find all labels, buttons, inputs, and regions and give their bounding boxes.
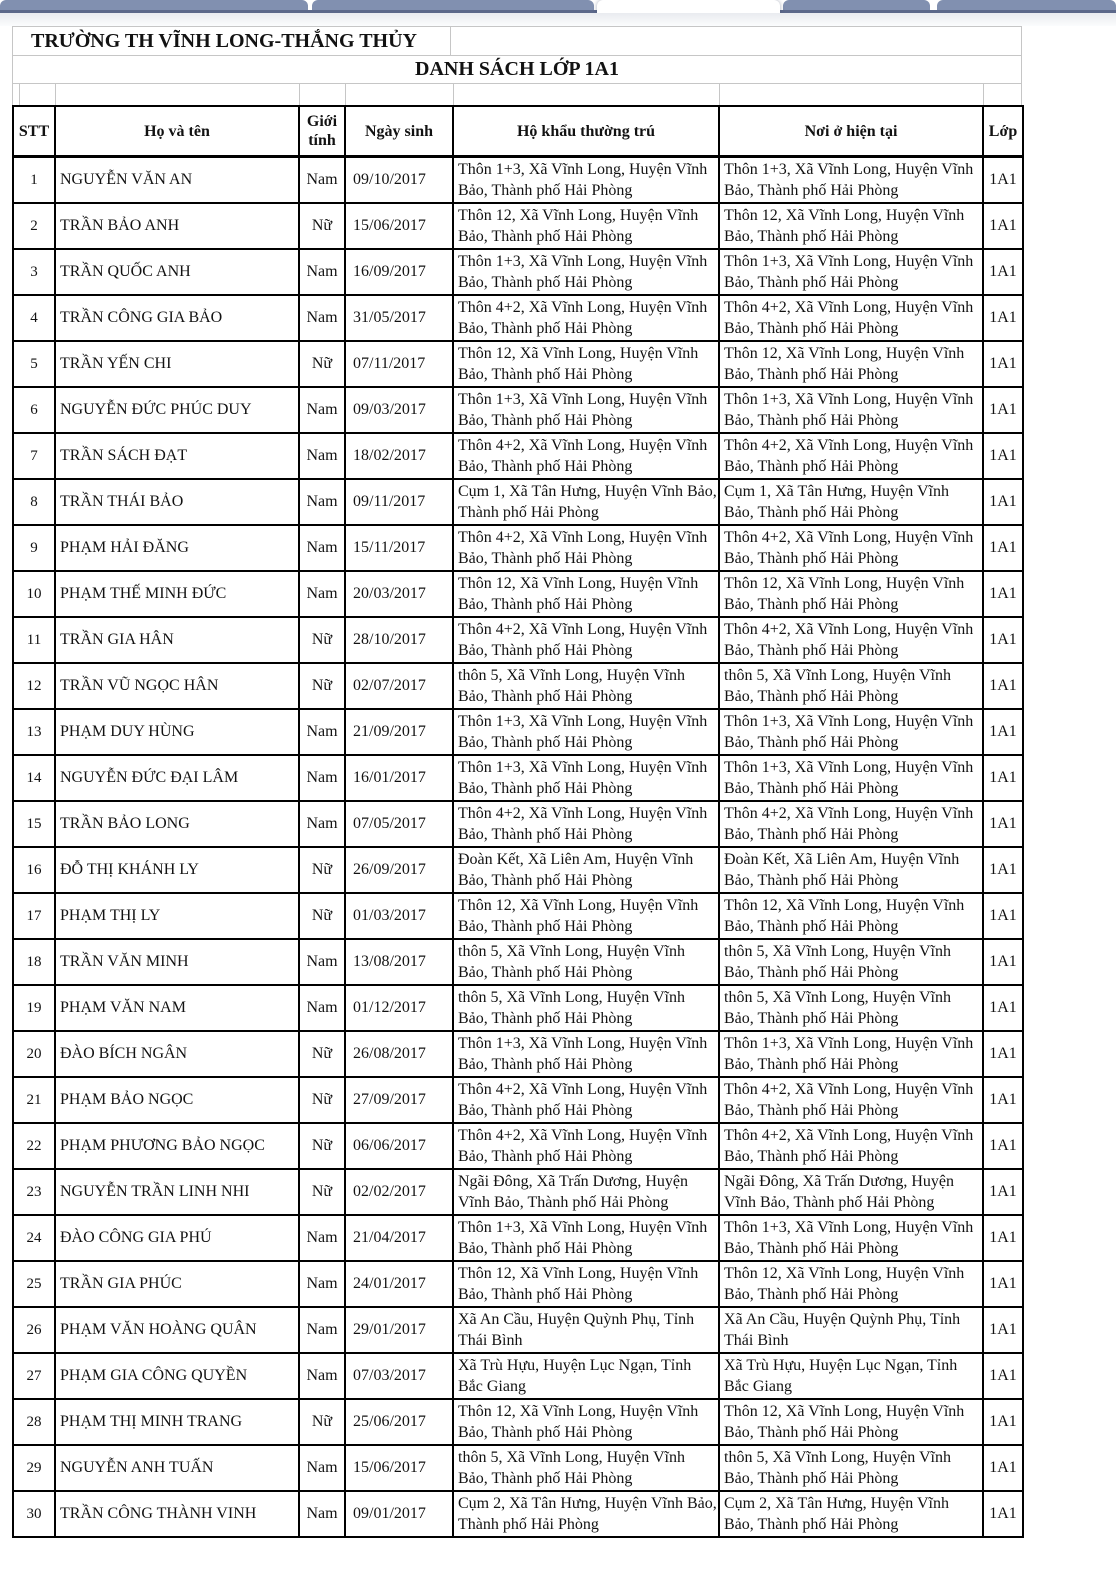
cell-gender: Nam [299,525,345,571]
cell-permanent-address: Đoàn Kết, Xã Liên Am, Huyện Vĩnh Bảo, Thành phố Hải Phòng [453,847,719,893]
cell-student-name: TRẦN GIA HÂN [55,617,299,663]
cell-current-address: Thôn 1+3, Xã Vĩnh Long, Huyện Vĩnh Bảo, Thành phố Hải Phòng [719,755,983,801]
cell-class: 1A1 [983,571,1023,617]
cell-stt: 17 [13,893,55,939]
cell-birth-date: 07/03/2017 [345,1353,453,1399]
table-header-cell: Họ và tên [55,106,299,157]
browser-tab[interactable] [597,0,780,13]
cell-stt: 8 [13,479,55,525]
browser-tab[interactable] [937,0,1116,10]
cell-permanent-address: Thôn 4+2, Xã Vĩnh Long, Huyện Vĩnh Bảo, Thành phố Hải Phòng [453,525,719,571]
cell-gender: Nam [299,1445,345,1491]
cell-permanent-address: thôn 5, Xã Vĩnh Long, Huyện Vĩnh Bảo, Thành phố Hải Phòng [453,985,719,1031]
cell-stt: 30 [13,1491,55,1537]
table-row [13,1077,1023,1123]
cell-birth-date: 09/03/2017 [345,387,453,433]
table-row [13,203,1023,249]
cell-current-address: Thôn 1+3, Xã Vĩnh Long, Huyện Vĩnh Bảo, Thành phố Hải Phòng [719,1215,983,1261]
table-row [13,1399,1023,1445]
table-row [13,1353,1023,1399]
cell-current-address: thôn 5, Xã Vĩnh Long, Huyện Vĩnh Bảo, Thành phố Hải Phòng [719,663,983,709]
cell-gender: Nam [299,295,345,341]
cell-class: 1A1 [983,1399,1023,1445]
table-row [13,617,1023,663]
cell-student-name: PHẠM THỊ LY [55,893,299,939]
table-row [13,939,1023,985]
cell-class: 1A1 [983,1307,1023,1353]
cell-permanent-address: thôn 5, Xã Vĩnh Long, Huyện Vĩnh Bảo, Thành phố Hải Phòng [453,939,719,985]
cell-stt: 5 [13,341,55,387]
table-row [13,571,1023,617]
cell-class: 1A1 [983,663,1023,709]
table-row [13,295,1023,341]
table-header-cell: Giới tính [299,106,345,157]
cell-permanent-address: Cụm 1, Xã Tân Hưng, Huyện Vĩnh Bảo, Thành phố Hải Phòng [453,479,719,525]
cell-permanent-address: Thôn 4+2, Xã Vĩnh Long, Huyện Vĩnh Bảo, Thành phố Hải Phòng [453,801,719,847]
cell-student-name: PHẠM DUY HÙNG [55,709,299,755]
cell-permanent-address: Thôn 12, Xã Vĩnh Long, Huyện Vĩnh Bảo, Thành phố Hải Phòng [453,1399,719,1445]
table-row [13,249,1023,295]
cell-permanent-address: Thôn 4+2, Xã Vĩnh Long, Huyện Vĩnh Bảo, Thành phố Hải Phòng [453,1077,719,1123]
cell-class: 1A1 [983,709,1023,755]
cell-birth-date: 09/01/2017 [345,1491,453,1537]
table-row [13,847,1023,893]
cell-current-address: Thôn 4+2, Xã Vĩnh Long, Huyện Vĩnh Bảo, Thành phố Hải Phòng [719,801,983,847]
cell-stt: 26 [13,1307,55,1353]
table-row [13,663,1023,709]
cell-birth-date: 31/05/2017 [345,295,453,341]
cell-current-address: Thôn 4+2, Xã Vĩnh Long, Huyện Vĩnh Bảo, Thành phố Hải Phòng [719,617,983,663]
cell-current-address: Thôn 4+2, Xã Vĩnh Long, Huyện Vĩnh Bảo, Thành phố Hải Phòng [719,295,983,341]
cell-student-name: PHẠM HẢI ĐĂNG [55,525,299,571]
cell-stt: 22 [13,1123,55,1169]
cell-student-name: ĐÀO BÍCH NGÂN [55,1031,299,1077]
cell-current-address: Thôn 4+2, Xã Vĩnh Long, Huyện Vĩnh Bảo, Thành phố Hải Phòng [719,1077,983,1123]
table-header-cell: Lớp [983,106,1023,157]
cell-birth-date: 09/10/2017 [345,157,453,204]
cell-class: 1A1 [983,387,1023,433]
cell-permanent-address: Thôn 12, Xã Vĩnh Long, Huyện Vĩnh Bảo, Thành phố Hải Phòng [453,893,719,939]
cell-gender: Nam [299,1215,345,1261]
cell-class: 1A1 [983,157,1023,204]
cell-student-name: TRẦN CÔNG GIA BẢO [55,295,299,341]
cell-gender: Nữ [299,1169,345,1215]
table-row [13,801,1023,847]
cell-gender: Nam [299,1261,345,1307]
cell-class: 1A1 [983,1215,1023,1261]
cell-current-address: thôn 5, Xã Vĩnh Long, Huyện Vĩnh Bảo, Thành phố Hải Phòng [719,985,983,1031]
spacer-divider [453,84,454,105]
cell-gender: Nam [299,249,345,295]
table-row [13,709,1023,755]
cell-permanent-address: Thôn 4+2, Xã Vĩnh Long, Huyện Vĩnh Bảo, Thành phố Hải Phòng [453,617,719,663]
cell-birth-date: 06/06/2017 [345,1123,453,1169]
cell-student-name: PHẠM VĂN HOÀNG QUÂN [55,1307,299,1353]
cell-stt: 11 [13,617,55,663]
cell-student-name: NGUYỄN ĐỨC PHÚC DUY [55,387,299,433]
cell-student-name: TRẦN BẢO LONG [55,801,299,847]
document-header-row [12,26,1022,55]
cell-gender: Nam [299,755,345,801]
cell-student-name: PHẠM VĂN NAM [55,985,299,1031]
cell-class: 1A1 [983,1445,1023,1491]
cell-stt: 6 [13,387,55,433]
cell-current-address: Thôn 12, Xã Vĩnh Long, Huyện Vĩnh Bảo, Thành phố Hải Phòng [719,203,983,249]
cell-permanent-address: Thôn 1+3, Xã Vĩnh Long, Huyện Vĩnh Bảo, Thành phố Hải Phòng [453,755,719,801]
cell-birth-date: 13/08/2017 [345,939,453,985]
table-row [13,1491,1023,1537]
table-row [13,525,1023,571]
cell-birth-date: 29/01/2017 [345,1307,453,1353]
cell-stt: 14 [13,755,55,801]
cell-birth-date: 21/09/2017 [345,709,453,755]
cell-stt: 23 [13,1169,55,1215]
cell-student-name: PHẠM THẾ MINH ĐỨC [55,571,299,617]
cell-current-address: Thôn 4+2, Xã Vĩnh Long, Huyện Vĩnh Bảo, Thành phố Hải Phòng [719,433,983,479]
cell-gender: Nữ [299,663,345,709]
cell-permanent-address: Thôn 1+3, Xã Vĩnh Long, Huyện Vĩnh Bảo, Thành phố Hải Phòng [453,1215,719,1261]
table-row [13,1445,1023,1491]
cell-permanent-address: Cụm 2, Xã Tân Hưng, Huyện Vĩnh Bảo, Thành phố Hải Phòng [453,1491,719,1537]
cell-current-address: thôn 5, Xã Vĩnh Long, Huyện Vĩnh Bảo, Thành phố Hải Phòng [719,1445,983,1491]
cell-birth-date: 15/11/2017 [345,525,453,571]
cell-class: 1A1 [983,1169,1023,1215]
cell-gender: Nữ [299,847,345,893]
cell-current-address: Cụm 2, Xã Tân Hưng, Huyện Vĩnh Bảo, Thành phố Hải Phòng [719,1491,983,1537]
cell-birth-date: 18/02/2017 [345,433,453,479]
table-row [13,479,1023,525]
cell-birth-date: 26/08/2017 [345,1031,453,1077]
cell-class: 1A1 [983,1077,1023,1123]
cell-birth-date: 21/04/2017 [345,1215,453,1261]
cell-student-name: PHẠM BẢO NGỌC [55,1077,299,1123]
cell-gender: Nam [299,1307,345,1353]
cell-current-address: Thôn 12, Xã Vĩnh Long, Huyện Vĩnh Bảo, Thành phố Hải Phòng [719,571,983,617]
cell-stt: 25 [13,1261,55,1307]
cell-student-name: NGUYỄN TRẦN LINH NHI [55,1169,299,1215]
cell-birth-date: 01/12/2017 [345,985,453,1031]
cell-stt: 12 [13,663,55,709]
cell-birth-date: 16/09/2017 [345,249,453,295]
tab-bar-bottom-strip [0,10,1116,13]
cell-gender: Nam [299,433,345,479]
cell-stt: 20 [13,1031,55,1077]
cell-class: 1A1 [983,939,1023,985]
cell-student-name: TRẦN YẾN CHI [55,341,299,387]
cell-permanent-address: Thôn 12, Xã Vĩnh Long, Huyện Vĩnh Bảo, Thành phố Hải Phòng [453,1261,719,1307]
cell-gender: Nữ [299,341,345,387]
cell-birth-date: 15/06/2017 [345,1445,453,1491]
cell-current-address: thôn 5, Xã Vĩnh Long, Huyện Vĩnh Bảo, Thành phố Hải Phòng [719,939,983,985]
cell-class: 1A1 [983,893,1023,939]
cell-gender: Nam [299,387,345,433]
cell-gender: Nam [299,157,345,204]
table-row [13,1261,1023,1307]
table-body [13,157,1023,1538]
browser-tab-bar [0,0,1116,13]
cell-permanent-address: Thôn 12, Xã Vĩnh Long, Huyện Vĩnh Bảo, Thành phố Hải Phòng [453,571,719,617]
cell-stt: 13 [13,709,55,755]
cell-gender: Nam [299,709,345,755]
cell-birth-date: 15/06/2017 [345,203,453,249]
browser-tab[interactable] [312,0,594,10]
cell-current-address: Thôn 1+3, Xã Vĩnh Long, Huyện Vĩnh Bảo, Thành phố Hải Phòng [719,387,983,433]
cell-student-name: PHẠM THỊ MINH TRANG [55,1399,299,1445]
table-header-cell: STT [13,106,55,157]
cell-class: 1A1 [983,1123,1023,1169]
spacer-divider [19,84,20,105]
cell-class: 1A1 [983,755,1023,801]
cell-gender: Nam [299,1353,345,1399]
cell-current-address: Thôn 4+2, Xã Vĩnh Long, Huyện Vĩnh Bảo, Thành phố Hải Phòng [719,525,983,571]
spacer-divider [55,84,56,105]
cell-gender: Nữ [299,1031,345,1077]
school-name: TRƯỜNG TH VĨNH LONG-THẮNG THỦY [13,27,451,55]
cell-class: 1A1 [983,801,1023,847]
cell-permanent-address: Thôn 1+3, Xã Vĩnh Long, Huyện Vĩnh Bảo, Thành phố Hải Phòng [453,249,719,295]
table-row [13,755,1023,801]
table-header-row [13,106,1023,157]
cell-gender: Nữ [299,203,345,249]
cell-student-name: ĐÀO CÔNG GIA PHÚ [55,1215,299,1261]
cell-current-address: Thôn 1+3, Xã Vĩnh Long, Huyện Vĩnh Bảo, Thành phố Hải Phòng [719,249,983,295]
cell-current-address: Thôn 1+3, Xã Vĩnh Long, Huyện Vĩnh Bảo, Thành phố Hải Phòng [719,1031,983,1077]
cell-class: 1A1 [983,295,1023,341]
cell-gender: Nữ [299,1077,345,1123]
cell-current-address: Xã An Cầu, Huyện Quỳnh Phụ, Tỉnh Thái Bình [719,1307,983,1353]
table-row [13,1215,1023,1261]
cell-gender: Nam [299,985,345,1031]
school-row-empty-cell [451,27,1021,55]
cell-student-name: TRẦN CÔNG THÀNH VINH [55,1491,299,1537]
cell-class: 1A1 [983,617,1023,663]
cell-stt: 29 [13,1445,55,1491]
cell-class: 1A1 [983,985,1023,1031]
cell-gender: Nữ [299,617,345,663]
cell-class: 1A1 [983,1491,1023,1537]
table-row [13,1031,1023,1077]
cell-student-name: TRẦN QUỐC ANH [55,249,299,295]
cell-current-address: Thôn 12, Xã Vĩnh Long, Huyện Vĩnh Bảo, Thành phố Hải Phòng [719,893,983,939]
cell-stt: 4 [13,295,55,341]
cell-student-name: TRẦN BẢO ANH [55,203,299,249]
cell-stt: 1 [13,157,55,204]
cell-current-address: Thôn 4+2, Xã Vĩnh Long, Huyện Vĩnh Bảo, Thành phố Hải Phòng [719,1123,983,1169]
table-row [13,341,1023,387]
spacer-divider [345,84,346,105]
cell-current-address: Xã Trù Hựu, Huyện Lục Ngạn, Tỉnh Bắc Giang [719,1353,983,1399]
cell-gender: Nam [299,939,345,985]
cell-birth-date: 09/11/2017 [345,479,453,525]
table-header-cell: Ngày sinh [345,106,453,157]
cell-current-address: Thôn 1+3, Xã Vĩnh Long, Huyện Vĩnh Bảo, Thành phố Hải Phòng [719,709,983,755]
cell-student-name: TRẦN GIA PHÚC [55,1261,299,1307]
cell-permanent-address: thôn 5, Xã Vĩnh Long, Huyện Vĩnh Bảo, Thành phố Hải Phòng [453,663,719,709]
cell-current-address: Cụm 1, Xã Tân Hưng, Huyện Vĩnh Bảo, Thành phố Hải Phòng [719,479,983,525]
table-row [13,1307,1023,1353]
cell-class: 1A1 [983,479,1023,525]
cell-stt: 21 [13,1077,55,1123]
table-row [13,985,1023,1031]
cell-permanent-address: thôn 5, Xã Vĩnh Long, Huyện Vĩnh Bảo, Thành phố Hải Phòng [453,1445,719,1491]
cell-birth-date: 02/07/2017 [345,663,453,709]
table-row [13,1169,1023,1215]
class-list-table [12,105,1024,1538]
cell-class: 1A1 [983,1353,1023,1399]
cell-class: 1A1 [983,433,1023,479]
spacer-divider [983,84,984,105]
cell-stt: 18 [13,939,55,985]
browser-chrome-gap [0,13,1116,26]
cell-current-address: Thôn 12, Xã Vĩnh Long, Huyện Vĩnh Bảo, Thành phố Hải Phòng [719,1261,983,1307]
cell-stt: 3 [13,249,55,295]
cell-student-name: TRẦN VŨ NGỌC HÂN [55,663,299,709]
cell-student-name: NGUYỄN ĐỨC ĐẠI LÂM [55,755,299,801]
cell-student-name: TRẦN VĂN MINH [55,939,299,985]
cell-current-address: Thôn 12, Xã Vĩnh Long, Huyện Vĩnh Bảo, Thành phố Hải Phòng [719,341,983,387]
table-row [13,893,1023,939]
cell-class: 1A1 [983,1261,1023,1307]
cell-gender: Nam [299,571,345,617]
cell-student-name: TRẦN THÁI BẢO [55,479,299,525]
cell-stt: 19 [13,985,55,1031]
spacer-divider [719,84,720,105]
cell-student-name: NGUYỄN VĂN AN [55,157,299,204]
cell-stt: 28 [13,1399,55,1445]
cell-current-address: Ngãi Đông, Xã Trấn Dương, Huyện Vĩnh Bảo, Thành phố Hải Phòng [719,1169,983,1215]
cell-gender: Nam [299,1491,345,1537]
cell-class: 1A1 [983,249,1023,295]
cell-stt: 15 [13,801,55,847]
cell-birth-date: 07/11/2017 [345,341,453,387]
table-row [13,387,1023,433]
spacer-divider [299,84,300,105]
cell-permanent-address: Thôn 1+3, Xã Vĩnh Long, Huyện Vĩnh Bảo, Thành phố Hải Phòng [453,1031,719,1077]
cell-student-name: ĐỖ THỊ KHÁNH LY [55,847,299,893]
table-header-cell: Nơi ở hiện tại [719,106,983,157]
cell-gender: Nam [299,801,345,847]
cell-student-name: TRẦN SÁCH ĐẠT [55,433,299,479]
cell-permanent-address: Thôn 4+2, Xã Vĩnh Long, Huyện Vĩnh Bảo, Thành phố Hải Phòng [453,433,719,479]
cell-permanent-address: Thôn 4+2, Xã Vĩnh Long, Huyện Vĩnh Bảo, Thành phố Hải Phòng [453,295,719,341]
table-header-cell: Hộ khẩu thường trú [453,106,719,157]
cell-gender: Nữ [299,1399,345,1445]
cell-stt: 24 [13,1215,55,1261]
cell-birth-date: 25/06/2017 [345,1399,453,1445]
cell-permanent-address: Thôn 1+3, Xã Vĩnh Long, Huyện Vĩnh Bảo, Thành phố Hải Phòng [453,387,719,433]
cell-birth-date: 02/02/2017 [345,1169,453,1215]
cell-stt: 7 [13,433,55,479]
cell-birth-date: 20/03/2017 [345,571,453,617]
cell-permanent-address: Xã An Cầu, Huyện Quỳnh Phụ, Tỉnh Thái Bình [453,1307,719,1353]
cell-birth-date: 26/09/2017 [345,847,453,893]
cell-stt: 16 [13,847,55,893]
cell-class: 1A1 [983,525,1023,571]
browser-tab[interactable] [783,0,930,10]
cell-permanent-address: Thôn 12, Xã Vĩnh Long, Huyện Vĩnh Bảo, Thành phố Hải Phòng [453,203,719,249]
cell-permanent-address: Thôn 1+3, Xã Vĩnh Long, Huyện Vĩnh Bảo, Thành phố Hải Phòng [453,709,719,755]
cell-current-address: Đoàn Kết, Xã Liên Am, Huyện Vĩnh Bảo, Thành phố Hải Phòng [719,847,983,893]
cell-current-address: Thôn 12, Xã Vĩnh Long, Huyện Vĩnh Bảo, Thành phố Hải Phòng [719,1399,983,1445]
list-title: DANH SÁCH LỚP 1A1 [12,55,1022,83]
cell-stt: 2 [13,203,55,249]
cell-birth-date: 07/05/2017 [345,801,453,847]
class-list-document [12,26,1022,1538]
cell-permanent-address: Thôn 4+2, Xã Vĩnh Long, Huyện Vĩnh Bảo, Thành phố Hải Phòng [453,1123,719,1169]
browser-tab[interactable] [0,0,308,10]
cell-student-name: PHẠM PHƯƠNG BẢO NGỌC [55,1123,299,1169]
cell-class: 1A1 [983,1031,1023,1077]
cell-gender: Nữ [299,893,345,939]
cell-birth-date: 28/10/2017 [345,617,453,663]
cell-gender: Nam [299,479,345,525]
cell-class: 1A1 [983,203,1023,249]
cell-gender: Nữ [299,1123,345,1169]
cell-birth-date: 27/09/2017 [345,1077,453,1123]
table-row [13,157,1023,204]
cell-student-name: PHẠM GIA CÔNG QUYỀN [55,1353,299,1399]
table-row [13,1123,1023,1169]
cell-class: 1A1 [983,341,1023,387]
cell-class: 1A1 [983,847,1023,893]
cell-birth-date: 01/03/2017 [345,893,453,939]
cell-permanent-address: Thôn 12, Xã Vĩnh Long, Huyện Vĩnh Bảo, Thành phố Hải Phòng [453,341,719,387]
cell-stt: 9 [13,525,55,571]
cell-student-name: NGUYỄN ANH TUẤN [55,1445,299,1491]
cell-birth-date: 16/01/2017 [345,755,453,801]
cell-permanent-address: Xã Trù Hựu, Huyện Lục Ngạn, Tỉnh Bắc Giang [453,1353,719,1399]
cell-stt: 10 [13,571,55,617]
spacer-row [12,83,1022,105]
cell-permanent-address: Thôn 1+3, Xã Vĩnh Long, Huyện Vĩnh Bảo, Thành phố Hải Phòng [453,157,719,204]
cell-permanent-address: Ngãi Đông, Xã Trấn Dương, Huyện Vĩnh Bảo, Thành phố Hải Phòng [453,1169,719,1215]
table-row [13,433,1023,479]
cell-current-address: Thôn 1+3, Xã Vĩnh Long, Huyện Vĩnh Bảo, Thành phố Hải Phòng [719,157,983,204]
cell-birth-date: 24/01/2017 [345,1261,453,1307]
cell-stt: 27 [13,1353,55,1399]
